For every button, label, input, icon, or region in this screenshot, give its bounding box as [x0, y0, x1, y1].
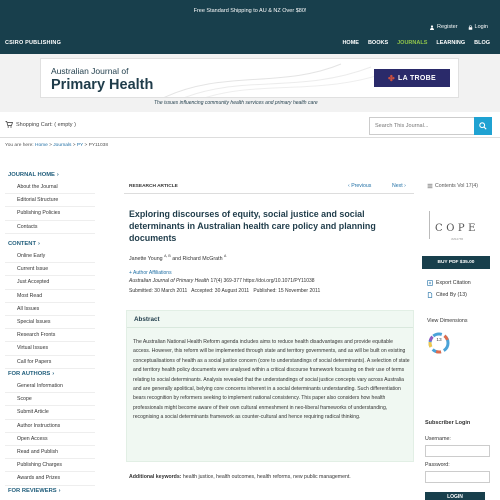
next-article-link[interactable] [392, 183, 406, 189]
sidebar-group-content [5, 239, 95, 369]
sidebar-group-journal-home [5, 170, 95, 234]
buy-pdf-button[interactable]: BUY PDF $35.00 [422, 256, 490, 269]
sidebar-item-most-read[interactable]: Most Read [5, 290, 95, 303]
chevron-right-icon: › [56, 172, 59, 178]
masthead [0, 22, 500, 54]
citation-details: 17(4) 369-377 https://doi.org/10.1071/PY11038 [210, 278, 315, 284]
document-icon [427, 292, 433, 298]
breadcrumb-py[interactable]: PY [76, 143, 84, 148]
author-connector: and Richard McGrath [172, 255, 223, 262]
sidebar-heading-label: FOR AUTHORS [8, 371, 51, 377]
citation-journal: Australian Journal of Primary Health [129, 278, 210, 284]
sidebar-item-publishing-charges[interactable]: Publishing Charges [5, 459, 95, 472]
sidebar-heading-label: CONTENT [8, 241, 37, 247]
chevron-left-icon: ‹ [348, 183, 350, 189]
sidebar-item-current-issue[interactable]: Current Issue [5, 263, 95, 276]
sidebar-item-call-for-papers[interactable]: Call for Papers [5, 356, 95, 369]
cope-member-id: JM12765 [450, 237, 464, 241]
abstract-heading: Abstract [127, 311, 413, 328]
article-citation [129, 278, 315, 284]
sidebar-item-policies[interactable]: Publishing Policies [5, 207, 95, 220]
breadcrumb: You are here: Home > Journals > PY > PY11038 [5, 143, 109, 148]
chevron-right-icon: › [52, 371, 55, 377]
export-citation-label: Export Citation [436, 280, 471, 286]
dimensions-badge[interactable] [427, 331, 451, 355]
shopping-cart-label: Shopping Cart: ( empty ) [16, 121, 76, 128]
author-mcgrath-affiliation-mark: A [224, 254, 227, 258]
dimensions-count: 13 [436, 338, 442, 343]
username-label: Username: [425, 436, 451, 442]
sidebar-heading-content[interactable] [5, 239, 95, 250]
nav-home[interactable]: HOME [342, 40, 359, 46]
sidebar-item-research-fronts[interactable]: Research Fronts [5, 329, 95, 342]
contents-label: Contents Vol 17(4) [435, 183, 478, 189]
article-toolbar [124, 182, 414, 194]
sidebar-item-general-information[interactable]: General Information [5, 380, 95, 393]
brand-logo[interactable]: CSIRO PUBLISHING [5, 40, 62, 46]
user-plus-icon [430, 25, 435, 30]
chevron-right-icon: › [404, 183, 406, 189]
sidebar-item-virtual-issues[interactable]: Virtual Issues [5, 342, 95, 355]
sidebar-item-scope[interactable]: Scope [5, 393, 95, 406]
journal-tagline: The issues influencing community health services and primary health care [154, 100, 318, 106]
main-nav [342, 40, 490, 46]
search-button[interactable] [474, 117, 492, 135]
sidebar-item-awards-and-prizes[interactable]: Awards and Prizes [5, 472, 95, 485]
journal-banner-area [0, 54, 500, 112]
previous-article-link[interactable] [348, 183, 371, 189]
login-link[interactable] [468, 24, 488, 30]
shopping-cart-link[interactable] [5, 121, 76, 128]
article-authors [129, 254, 226, 262]
sidebar-heading-for-authors[interactable] [5, 369, 95, 380]
sidebar-item-all-issues[interactable]: All Issues [5, 303, 95, 316]
breadcrumb-journals[interactable]: Journals [53, 143, 72, 148]
journal-banner[interactable] [40, 58, 459, 98]
cart-icon [5, 121, 13, 128]
author-affiliations-toggle[interactable]: + Author Affiliations [129, 270, 172, 276]
subscriber-login-heading: Subscriber Login [425, 420, 471, 426]
author-young-affiliation-marks: A, B [164, 254, 171, 258]
username-input[interactable] [425, 445, 490, 457]
sidebar-item-read-and-publish[interactable]: Read and Publish [5, 446, 95, 459]
shipping-promo-bar [0, 0, 500, 22]
password-label: Password: [425, 462, 450, 468]
chevron-right-icon: › [38, 241, 40, 247]
sidebar-heading-label: FOR REVIEWERS [8, 488, 57, 494]
breadcrumb-home[interactable]: Home [34, 143, 48, 148]
nav-journals[interactable]: JOURNALS [397, 40, 428, 46]
sidebar-group-for-reviewers [5, 486, 95, 497]
author-young[interactable]: Janette Young [129, 255, 163, 262]
sidebar-item-special-issues[interactable]: Special Issues [5, 316, 95, 329]
register-link[interactable] [430, 24, 457, 30]
nav-books[interactable]: BOOKS [367, 40, 389, 46]
journal-search-input[interactable] [369, 117, 474, 135]
contents-link[interactable] [427, 183, 478, 189]
article-dates: Submitted: 30 March 2011 Accepted: 30 August 2011 Published: 15 November 2011 [129, 288, 321, 294]
sidebar-heading-label: JOURNAL HOME [8, 172, 55, 178]
sidebar-heading-for-reviewers[interactable] [5, 486, 95, 497]
dimensions-title: View Dimensions [427, 318, 468, 324]
export-icon [427, 280, 433, 286]
cope-divider [429, 211, 430, 239]
sidebar-item-online-early[interactable]: Online Early [5, 250, 95, 263]
sidebar-group-for-authors [5, 369, 95, 486]
abstract-panel [126, 310, 414, 462]
article-title: Exploring discourses of equity, social justice and social determinants in Australian health care policy and planning documents [129, 209, 376, 243]
shipping-promo-text: Free Standard Shipping to AU & NZ Over $80! [193, 8, 307, 14]
article-keywords [129, 474, 351, 480]
breadcrumb-current: PY11038 [88, 143, 109, 148]
sidebar-item-submit-article[interactable]: Submit Article [5, 406, 95, 419]
login-label: Login [474, 24, 488, 30]
cited-by-link[interactable] [427, 292, 467, 298]
nav-learning[interactable]: LEARNING [436, 40, 466, 46]
login-button[interactable]: LOGIN [425, 492, 485, 500]
sidebar-item-contacts[interactable]: Contacts [5, 221, 95, 234]
password-input[interactable] [425, 471, 490, 483]
previous-label: Previous [351, 183, 372, 189]
sidebar-item-author-instructions[interactable]: Author Instructions [5, 420, 95, 433]
abstract-text: The Australian National Health Reform agenda includes aims to reduce health disadvantages and provide equitable access. However, this reform will be implemented through state and territory governments, and as will be built on existing conceptualisations of health as a social justice concern (core to understandings of social determinants). A selection of state and territory health policy documents were analysed within a critical discourse framework focussing on their use of terms relating to social determinants. Analysis revealed that the understandings of social justice concepts vary across Australia and are generally apolitical, belying core concerns inherent in a social determinants understanding. Such differentiation bears recognition by reformers seeking to implement national consistency. This paper also considers how health professionals might become aware of their own cultural enmeshment in neo-liberal frameworks of understanding, recognising a social determinants framework as counter-cultural and hence requiring radical thinking. [133, 339, 410, 421]
register-label: Register [437, 24, 458, 30]
keywords-label: Additional keywords: [129, 474, 182, 480]
cope-badge[interactable] [426, 208, 488, 248]
export-citation-link[interactable] [427, 280, 471, 286]
la-trobe-mark-icon: ✤ [388, 73, 396, 83]
sidebar-item-just-accepted[interactable]: Just Accepted [5, 276, 95, 289]
la-trobe-logo-text: LA TROBE [398, 74, 436, 82]
dimensions-ring-icon [427, 331, 451, 355]
keywords-list: health justice, health outcomes, health reforms, new public management. [182, 474, 351, 480]
cope-logo-text: COPE [435, 223, 479, 234]
account-links [430, 24, 488, 30]
nav-blog[interactable]: BLOG [474, 40, 490, 46]
next-label: Next [392, 183, 403, 189]
breadcrumb-prefix: You are here: [5, 143, 34, 148]
la-trobe-logo [374, 69, 450, 87]
banner-small-title: Australian Journal of [51, 66, 129, 76]
lock-icon [468, 25, 473, 30]
sidebar-item-open-access[interactable]: Open Access [5, 433, 95, 446]
sidebar-heading-journal-home[interactable] [5, 170, 95, 181]
cited-by-label: Cited By (13) [436, 292, 467, 298]
sidebar [5, 170, 95, 500]
cart-search-bar [0, 114, 500, 138]
contents-list-icon [427, 183, 433, 189]
article-type: RESEARCH ARTICLE [129, 184, 178, 189]
banner-journal-title: Primary Health [51, 77, 154, 93]
chevron-right-icon: › [58, 488, 61, 494]
sidebar-item-editorial[interactable]: Editorial Structure [5, 194, 95, 207]
sidebar-item-about[interactable]: About the Journal [5, 181, 95, 194]
search-icon [479, 122, 487, 130]
